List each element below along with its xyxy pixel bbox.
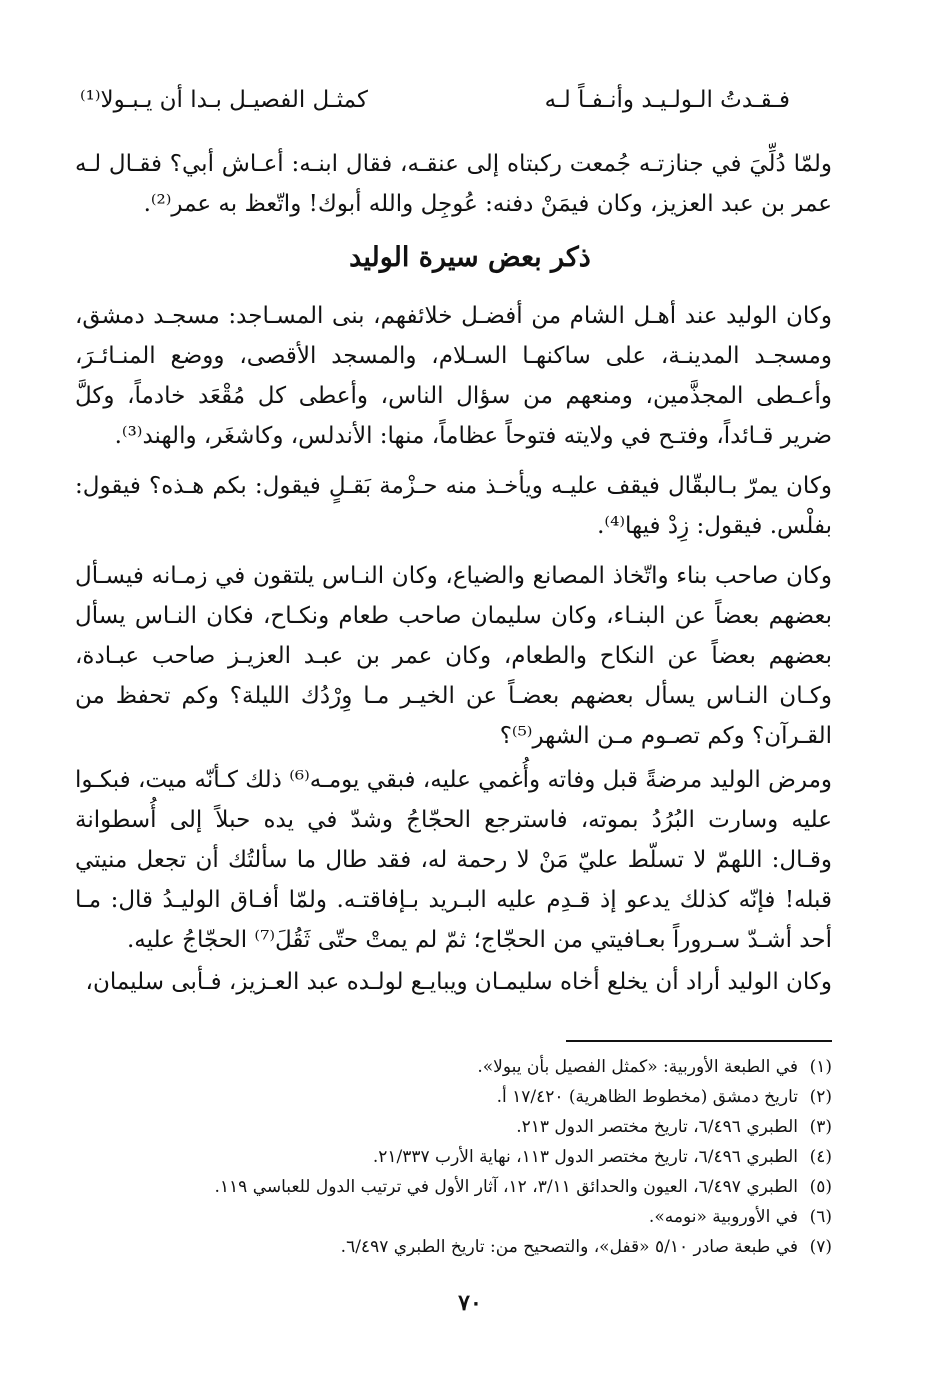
section-heading: ذكر بعض سيرة الوليد xyxy=(349,242,591,273)
footnote-number: (٢) xyxy=(809,1087,832,1107)
footnote-number: (٤) xyxy=(809,1147,832,1167)
footnote-text: الطبري ٦/٤٩٦، تاريخ مختصر الدول ١١٣، نهاية الأرب ٢١/٣٣٧. xyxy=(372,1147,798,1167)
footnote-item xyxy=(90,1172,832,1202)
page-number: ٧٠ xyxy=(458,1290,482,1316)
paragraph-burial: ولمّا دُلِّيَ في جنازتـه جُمعت ركبتاه إلى عنقـه، فقال ابنـه: أعـاش أبي؟ فقـال لـه عمر بن عبد العزيز، وكان فيمَنْ دفنه: عُوجِل والله أبوك! واتّعظ به عمر⁽²⁾. xyxy=(75,151,832,217)
footnote-item xyxy=(90,1232,832,1262)
footnote-item xyxy=(90,1112,832,1142)
footnote-item xyxy=(90,1202,832,1232)
footnote-number: (٦) xyxy=(809,1207,832,1227)
paragraph-greengrocer: وكان يمرّ بـالبقّال فيقف عليـه ويأخـذ منه حـزْمة بَقـلٍ فيقول: بكم هـذه؟ فيقول: بفلْس. فيقول: زِدْ فيها⁽⁴⁾. xyxy=(75,473,832,539)
footnote-number: (٣) xyxy=(809,1117,832,1137)
footnote-divider xyxy=(566,1040,832,1042)
verse-first-hemistich: فـقـدتُ الـولـيـد وأنـفـاً لـه xyxy=(544,87,790,113)
footnote-text: الطبري ٦/٤٩٦، تاريخ مختصر الدول ٢١٣. xyxy=(516,1117,798,1137)
footnote-item xyxy=(90,1082,832,1112)
footnotes-list xyxy=(90,1052,832,1262)
footnote-number: (١) xyxy=(809,1057,832,1077)
poetry-verse xyxy=(80,80,790,120)
footnote-text: الطبري ٦/٤٩٧، العيون والحدائق ٣/١١، ١٢، آثار الأول في ترتيب الدول للعباسي ١١٩. xyxy=(214,1177,798,1197)
footnote-number: (٥) xyxy=(809,1177,832,1197)
footnote-text: في الطبعة الأوربية: «كمثل الفصيل بأن يبولا». xyxy=(477,1057,798,1077)
footnote-item xyxy=(90,1142,832,1172)
paragraph-succession: وكان الوليد أراد أن يخلع أخاه سليمـان ويبايـع لولـده عبد العـزيز، فـأبى سليمان، xyxy=(85,969,832,995)
footnote-item xyxy=(90,1052,832,1082)
footnote-text: في طبعة صادر ٥/١٠ «قفل»، والتصحيح من: تاريخ الطبري ٦/٤٩٧. xyxy=(340,1237,798,1257)
footnote-text: في الأوروبية «نومه». xyxy=(648,1207,798,1227)
paragraph-illness: ومرض الوليد مرضةً قبل وفاته وأُغمي عليه، فبقي يومـه⁽⁶⁾ ذلك كـأنّه ميت، فبكـوا عليه وسارت البُرُدُ بموته، فاسترجع الحجّاجُ وشدّ في يده حبلاً إلى أُسطوانة وقـال: اللهمّ لا تسلّط عليّ مَنْ لا رحمة له، فقد طال ما سألتُك أن تجعل منيتي قبله! فإنّه كذلك يدعو إذ قـدِم عليه البـريد بـإفاقتـه. ولمّا أفـاق الوليـدُ قال: مـا أحد أشـدّ سـروراً بعـافيتي من الحجّاج؛ ثمّ لم يمتْ حتّى ثَقُلَ⁽⁷⁾ الحجّاجُ عليه. xyxy=(75,767,833,953)
footnote-number: (٧) xyxy=(809,1237,832,1257)
footnote-text: تاريخ دمشق (مخطوط الظاهرية) ١٧/٤٢٠ أ. xyxy=(496,1087,798,1107)
verse-second-hemistich: كمثـل الفصيـل بـدا أن يـبـولا⁽¹⁾ xyxy=(80,87,368,113)
paragraph-customs: وكان صاحب بناء واتّخاذ المصانع والضياع، وكان النـاس يلتقون في زمـانه فيسـأل بعضهم بعضاً عن البنـاء، وكان سليمان صاحب طعام ونكـاح، فكان النـاس يسأل بعضهم بعضاً عن النكاح والطعام، وكان عمر بن عبـد العزيـز صاحب عبـادة، وكـان النـاس يسأل بعضهم بعضـاً عن الخيـر مـا وِرْدُك الليلة؟ وكم تحفظ من القـرآن؟ وكم تصـوم مـن الشهر⁽⁵⁾؟ xyxy=(75,563,832,749)
paragraph-mosques: وكان الوليد عند أهـل الشام من أفضـل خلائفهم، بنى المسـاجد: مسجـد دمشق، ومسجـد المدينـة، على ساكنهـا السـلام، والمسجد الأقصى، ووضع المنـائـرَ، وأعـطى المجذَّمين، ومنعهم من سؤال الناس، وأعطى كل مُقْعَد خادماً، وكلَّ ضرير قـائداً، وفتـح في ولايته فتوحاً عظاماً، منها: الأندلس، وكاشغَر، والهند⁽³⁾. xyxy=(75,303,832,449)
